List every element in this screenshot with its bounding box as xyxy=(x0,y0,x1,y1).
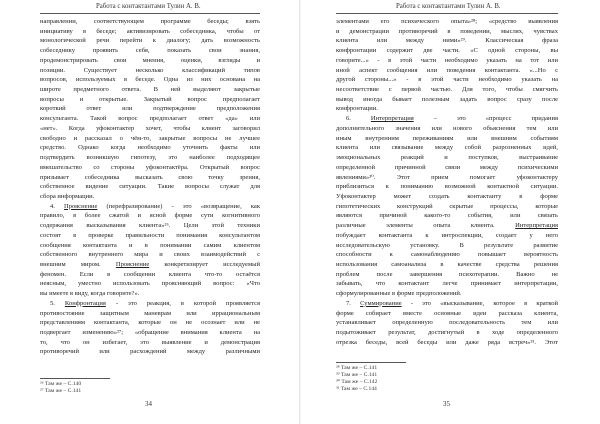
text-line: иным внутренним переживаниям или внешним событиям xyxy=(336,134,558,142)
text-line: определенной причинной связи между психическими xyxy=(336,163,558,171)
text-line: различные элементы опыта клиента. Интерпретация xyxy=(336,222,558,230)
footnote: ²⁹ Там же – С.141 xyxy=(336,372,378,379)
header-rule xyxy=(336,13,558,14)
footnote: ²⁷ Там же – С.141 xyxy=(40,388,82,395)
text-line: клиента или между ними»²⁹. Классическая фраза xyxy=(336,37,558,45)
text-line: широте предметного ответа. В ней выделяют закрытые xyxy=(40,86,260,94)
text-line: исследовательскую установку. В результате развитие xyxy=(336,241,558,249)
text-line: состоят в проверке правильности понимания консультантом xyxy=(40,231,260,239)
text-line: направлении, соответствующем программе беседы; взять xyxy=(40,18,260,25)
text-line: вы имеете в виду, когда говорите?». xyxy=(40,290,140,298)
text-line: продемонстрировать свои мнения, оценки, взгляды и xyxy=(40,56,260,64)
text-line: 7. Суммирование - это «высказывание, которое в краткой xyxy=(346,299,558,307)
text-line: форме собирает вместе основные идеи рассказа клиента, xyxy=(336,309,558,317)
text-line: побуждает контактанта к интроспекции, создает у него xyxy=(336,231,558,239)
footnote-rule xyxy=(336,362,406,363)
text-line: гипотетических конструкций скрытые процессы, которые xyxy=(336,202,558,210)
text-line: иной аспект сообщения или поведения контактанта. «...Но с xyxy=(336,66,558,74)
text-line: 6. Интерпретация – это «процесс придания xyxy=(346,115,558,123)
text-line: свободно и рассказал о чём-то, закрытые вопросы не лучшее xyxy=(40,134,260,142)
text-line: противоречий или расхождений между различными xyxy=(40,348,260,356)
text-line: «нет». Когда уфоконтактер хочет, чтобы клиент заговорил xyxy=(40,124,260,132)
text-line: проблем после завершения психотерапии. Важно не xyxy=(336,270,558,278)
text-line: способности к самонаблюдению повышает вероятность xyxy=(336,251,558,259)
text-line: 4. Прояснение (перефразирование) - это «возвращение, как xyxy=(50,202,260,210)
text-line: устанавливает определенную последовательность тем или xyxy=(336,319,558,327)
text-line: конфронтации содержит две части. «С одной стороны, вы xyxy=(336,47,558,55)
text-line: вмешательство со стороны уфоконтактёра. Открытый вопрос xyxy=(40,163,260,171)
text-line: внешним миром. Прояснение конкретизирует исследуемый xyxy=(40,260,260,268)
text-line: средство. Однако когда необходимо уточнить факты или xyxy=(40,144,260,152)
text-line: монологической речи перейти к диалогу; дать возможность xyxy=(40,37,260,45)
text-line: собственного внутреннего мира и своих взаимодействий с xyxy=(40,251,260,259)
footnote: ²⁶ Там же – С.140 xyxy=(40,381,82,387)
text-line: вопросов, используемых в беседе. Одна из них основана на xyxy=(40,76,260,84)
footnote-rule xyxy=(40,378,110,379)
text-line: инициативу в беседе; активизировать собеседника, чтобы от xyxy=(40,27,260,35)
text-line: забывать, что контактант легче принимает интерпретации, xyxy=(336,280,558,288)
text-line: неясным, уместно использовать проясняющий вопрос: «Что xyxy=(40,280,260,288)
text-line: вопросы и открытые. Закрытый вопрос предполагает xyxy=(40,95,260,103)
footnotes xyxy=(40,381,81,395)
footnotes xyxy=(336,365,377,393)
text-line: содержания высказывания клиента»²⁶. Цели этой техники xyxy=(40,222,260,230)
text-line: правило, в более сжатой и ясной форме сути когнитивного xyxy=(40,212,260,220)
text-line: элементами его психического опыта»²⁸; «средство выявления xyxy=(336,18,558,25)
text-line: сбора информации. xyxy=(40,192,95,200)
footnote: ²⁸ Там же – С.141 xyxy=(336,365,378,371)
text-line: консультанта. Такой вопрос предполагает ответ «да» или xyxy=(40,115,260,123)
text-line: и демонстрации противоречий в поведении, мыслях, чувствах xyxy=(336,27,558,35)
text-line: приблизиться к пониманию возможной контактной ситуации. xyxy=(336,183,558,191)
text-line: говорите...» - в этой части необходимо указать на тот или xyxy=(336,56,558,64)
text-line: противостояние защитным маневрам или иррациональным xyxy=(40,309,260,317)
text-line: представлениям контактанта, которые он не осознает или не xyxy=(40,319,260,327)
text-line: подвергает изменению»²⁷; «обращение внимания клиента на xyxy=(40,329,260,336)
footnote: ³⁰ Там же – С.142 xyxy=(336,379,378,386)
text-line: собеседнику проявить себя, показать свои знания, xyxy=(40,47,260,55)
text-line: Уфоконтактер может создать контактанту в форме xyxy=(336,192,558,200)
text-line: подтвердить возникшую гипотезу, это наиболее подходящее xyxy=(40,154,260,162)
text-line: подытоживает результат, достигнутый в ходе определенного xyxy=(336,329,558,336)
text-line: 5. Конфронтация - это реакция, в которой проявляется xyxy=(50,299,260,307)
body-text xyxy=(336,17,558,347)
text-line: сформулированные в форме предположений. xyxy=(336,290,462,298)
right-page xyxy=(300,0,600,424)
text-line: позиции. Существует несколько классификаций типов xyxy=(40,66,260,74)
text-line: отрезка беседы, всей беседы или даже ряда встреч»³¹. Этот xyxy=(336,338,558,346)
text-line: конфронтации. xyxy=(336,105,378,113)
text-line: эмоциональных реакций и поступков, выстраивание xyxy=(336,154,558,162)
running-header: Работа с контактантами Тулин А. В. xyxy=(96,3,201,10)
body-text xyxy=(40,17,260,357)
text-line: то, что он избегает, это выявление и демонстрация xyxy=(40,338,260,346)
text-line: использования самоанализа в качестве средства решения xyxy=(336,260,558,268)
text-line: являются причиной какого-то события, или связать xyxy=(336,212,558,220)
text-line: короткий ответ или подтверждение предположения xyxy=(40,105,260,113)
page-number: 35 xyxy=(443,400,450,408)
text-line: явлениями»³⁰. Этот прием помогает уфоконтактеру xyxy=(336,173,558,181)
text-line: сообщения контактанта и в понимании самим клиентом xyxy=(40,241,260,249)
text-line: собственное видение ситуации. Такие вопросы служат для xyxy=(40,183,260,191)
text-line: дополнительного значения или нового объяснения тем или xyxy=(336,124,558,132)
page-number: 34 xyxy=(145,400,152,408)
text-line: феномен. Если в сообщении клиента что-то остаётся xyxy=(40,270,260,278)
text-line: другой стороны...» - в этой части необходимо указать на xyxy=(336,76,558,84)
header-rule xyxy=(40,13,260,14)
text-line: призывает собеседника высказать свою точку зрения, xyxy=(40,173,260,181)
text-line: вывод иногда бывает полезным задать вопрос сразу после xyxy=(336,95,558,103)
running-header: Работа с контактантами Тулин А. В. xyxy=(396,3,501,10)
footnote: ³¹ Там же – С.144 xyxy=(336,386,377,393)
text-line: несоответствие с первой частью. Для того, чтобы смягчить xyxy=(336,86,558,94)
text-line: клиента или связывание между собой разрозненных идей, xyxy=(336,144,558,152)
